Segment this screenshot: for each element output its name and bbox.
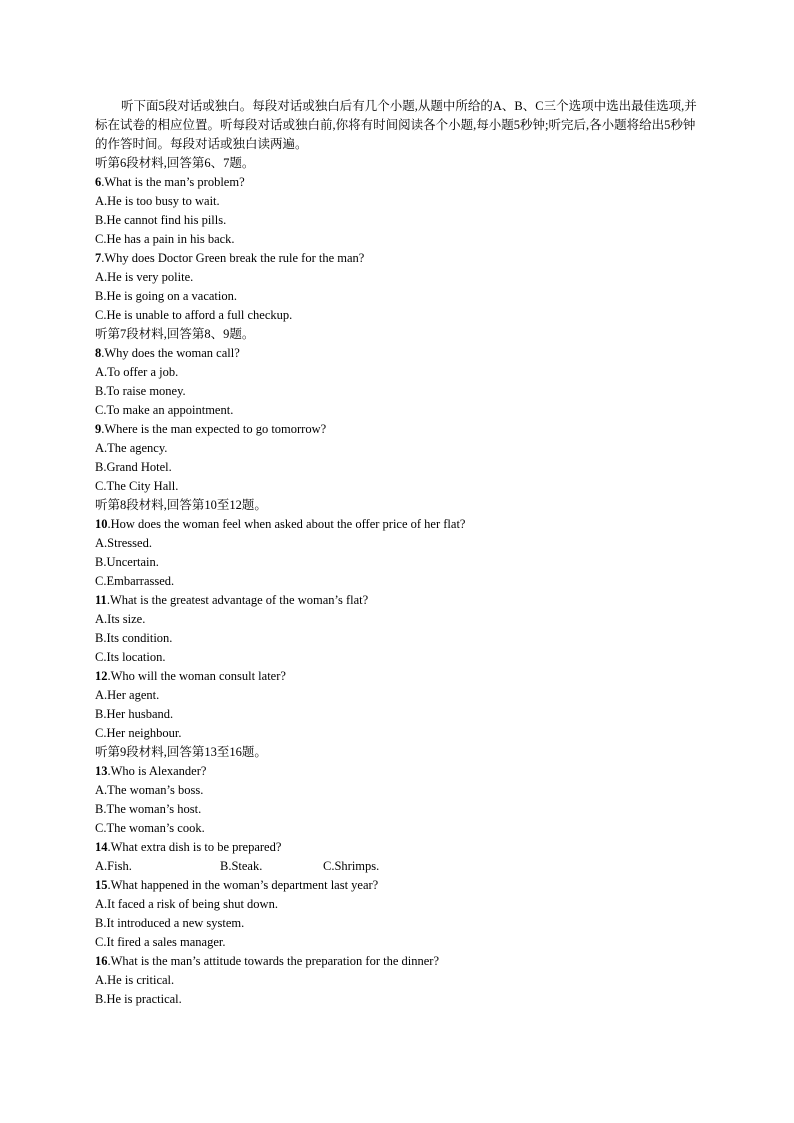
question-stem [95,838,705,857]
answer-option: A.He is very polite. [95,270,194,284]
section-header: 听第9段材料,回答第13至16题。 [95,745,267,759]
question-stem [95,249,705,268]
question-number: 8 [95,346,102,360]
question-stem [95,762,705,781]
question-number: 14 [95,840,108,854]
question-text: .Why does the woman call? [101,346,240,360]
question-stem [95,173,705,192]
question-stem [95,667,705,686]
answer-option: A.The woman’s boss. [95,783,204,797]
question-number: 10 [95,517,108,531]
question-text: .How does the woman feel when asked about the offer price of her flat? [107,517,466,531]
question-text: .What extra dish is to be prepared? [107,840,282,854]
answer-option: B.He cannot find his pills. [95,213,227,227]
question-stem [95,591,705,610]
answer-option: A.Her agent. [95,688,160,702]
section-header: 听第7段材料,回答第8、9题。 [95,327,255,341]
question-list [95,154,705,1009]
answer-option: B.To raise money. [95,384,186,398]
answer-option: B.Her husband. [95,707,174,721]
answer-option: A.Its size. [95,612,146,626]
question-stem [95,420,705,439]
question-text: .Who is Alexander? [107,764,207,778]
answer-option: B.He is practical. [95,992,182,1006]
answer-option: B.The woman’s host. [95,802,202,816]
answer-option: C.The City Hall. [95,479,179,493]
question-stem [95,344,705,363]
answer-option: A.To offer a job. [95,365,179,379]
question-number: 6 [95,175,102,189]
option-row [95,857,705,876]
answer-option: A.The agency. [95,441,168,455]
question-text: .What happened in the woman’s department last year? [107,878,379,892]
answer-option: C.Shrimps. [323,859,380,873]
question-stem [95,952,705,971]
question-text: .Why does Doctor Green break the rule for the man? [101,251,365,265]
question-number: 7 [95,251,102,265]
question-number: 12 [95,669,108,683]
answer-option: C.Her neighbour. [95,726,182,740]
question-stem [95,876,705,895]
answer-option: B.Grand Hotel. [95,460,172,474]
answer-option: A.It faced a risk of being shut down. [95,897,278,911]
question-text: .What is the man’s problem? [101,175,245,189]
section-header: 听第8段材料,回答第10至12题。 [95,498,267,512]
listening-instructions: 听下面5段对话或独白。每段对话或独白后有几个小题,从题中所给的A、B、C三个选项中选出最佳选项,并标在试卷的相应位置。听每段对话或独白前,你将有时间阅读各个小题,每小题5秒钟;听完后,各小题将给出5秒钟的作答时间。每段对话或独白读两遍。 [95,99,697,151]
exam-page [95,97,705,1009]
question-text: .Where is the man expected to go tomorrow? [101,422,327,436]
question-number: 16 [95,954,108,968]
answer-option: B.Its condition. [95,631,173,645]
question-number: 9 [95,422,102,436]
question-number: 13 [95,764,108,778]
question-text: .What is the man’s attitude towards the preparation for the dinner? [107,954,439,968]
answer-option: B.Uncertain. [95,555,159,569]
answer-option: C.The woman’s cook. [95,821,205,835]
question-number: 15 [95,878,108,892]
question-stem [95,515,705,534]
answer-option: A.Stressed. [95,536,152,550]
answer-option: B.It introduced a new system. [95,916,245,930]
answer-option: C.To make an appointment. [95,403,234,417]
answer-option: C.It fired a sales manager. [95,935,226,949]
question-number: 11 [95,593,107,607]
answer-option: A.Fish. [95,859,132,873]
answer-option: C.He has a pain in his back. [95,232,235,246]
question-text: .What is the greatest advantage of the woman’s flat? [106,593,369,607]
answer-option: A.He is too busy to wait. [95,194,220,208]
answer-option: A.He is critical. [95,973,175,987]
answer-option: C.Embarrassed. [95,574,175,588]
answer-option: C.Its location. [95,650,166,664]
answer-option: B.He is going on a vacation. [95,289,237,303]
question-text: .Who will the woman consult later? [107,669,286,683]
section-header: 听第6段材料,回答第6、7题。 [95,156,255,170]
answer-option: B.Steak. [220,859,263,873]
answer-option: C.He is unable to afford a full checkup. [95,308,293,322]
